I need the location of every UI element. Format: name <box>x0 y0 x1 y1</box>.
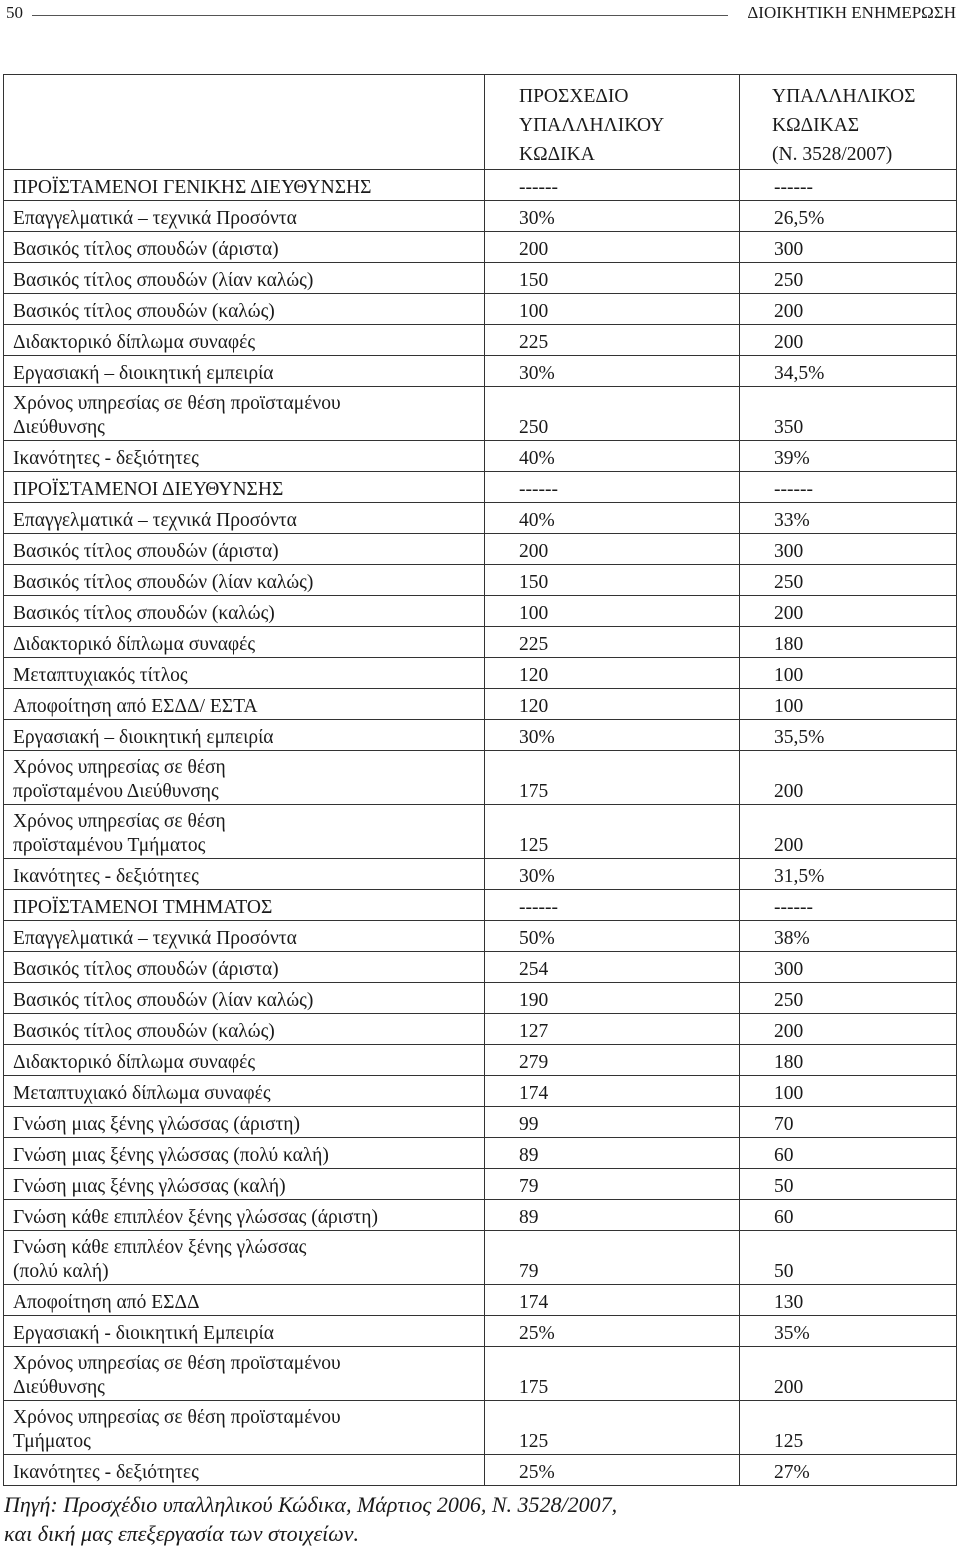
criterion-line: Γνώση μιας ξένης γλώσσας (πολύ καλή) <box>13 1145 329 1166</box>
civil-code-value: 200 <box>740 596 957 627</box>
civil-code-value: 60 <box>740 1138 957 1169</box>
criterion-line: Ικανότητες - δεξιότητες <box>13 866 199 887</box>
table-row <box>4 503 957 534</box>
draft-code-value: 89 <box>485 1138 740 1169</box>
draft-code-value: 175 <box>485 1347 740 1401</box>
draft-code-value: 99 <box>485 1107 740 1138</box>
criterion-cell <box>4 263 485 294</box>
criterion-line: Διδακτορικό δίπλωμα συναφές <box>13 634 256 655</box>
table-row <box>4 1231 957 1285</box>
criterion-line: Εργασιακή - διοικητική Εμπειρία <box>13 1323 274 1344</box>
table-row <box>4 921 957 952</box>
criterion-line: Ικανότητες - δεξιότητες <box>13 448 199 469</box>
draft-code-value: 200 <box>485 232 740 263</box>
civil-code-value: 26,5% <box>740 201 957 232</box>
draft-code-value: ------ <box>485 472 740 503</box>
table-row <box>4 751 957 805</box>
criterion-line: Βασικός τίτλος σπουδών (λίαν καλώς) <box>13 572 314 593</box>
civil-code-value: 180 <box>740 627 957 658</box>
header-line: ΥΠΑΛΛΗΛΙΚΟΣ <box>772 86 916 107</box>
table-row <box>4 1107 957 1138</box>
criterion-cell <box>4 232 485 263</box>
table-row <box>4 325 957 356</box>
draft-code-value: 250 <box>485 387 740 441</box>
criterion-line: Επαγγελματικά – τεχνικά Προσόντα <box>13 928 297 949</box>
criterion-cell <box>4 596 485 627</box>
criterion-cell <box>4 1169 485 1200</box>
table-row <box>4 1045 957 1076</box>
civil-code-value: 180 <box>740 1045 957 1076</box>
draft-code-value: 79 <box>485 1231 740 1285</box>
civil-code-value: 250 <box>740 983 957 1014</box>
page-number: 50 <box>6 3 23 22</box>
civil-code-value: 33% <box>740 503 957 534</box>
draft-code-value: 125 <box>485 1401 740 1455</box>
table-row <box>4 1200 957 1231</box>
civil-code-value: 130 <box>740 1285 957 1316</box>
draft-code-value: 25% <box>485 1455 740 1486</box>
criterion-line: Γνώση κάθε επιπλέον ξένης γλώσσας <box>13 1237 307 1258</box>
criterion-line: Βασικός τίτλος σπουδών (καλώς) <box>13 301 275 322</box>
table-row <box>4 1169 957 1200</box>
draft-code-value: 254 <box>485 952 740 983</box>
criterion-line: Χρόνος υπηρεσίας σε θέση προϊσταμένου <box>13 393 341 414</box>
criterion-cell <box>4 294 485 325</box>
table-row <box>4 534 957 565</box>
criterion-line: Χρόνος υπηρεσίας σε θέση προϊσταμένου <box>13 1353 341 1374</box>
civil-code-value: ------ <box>740 890 957 921</box>
draft-code-value: 30% <box>485 720 740 751</box>
criterion-cell <box>4 503 485 534</box>
source-line: Πηγή: Προσχέδιο υπαλληλικού Κώδικα, Μάρτιος 2006, Ν. 3528/2007, <box>4 1492 618 1517</box>
table-row <box>4 387 957 441</box>
criterion-line: Βασικός τίτλος σπουδών (λίαν καλώς) <box>13 990 314 1011</box>
table-header-row <box>4 75 957 170</box>
criterion-cell <box>4 201 485 232</box>
header-cell-empty <box>4 75 485 170</box>
civil-code-value: 31,5% <box>740 859 957 890</box>
draft-code-value: 100 <box>485 294 740 325</box>
criterion-line: Διεύθυνσης <box>13 417 105 438</box>
civil-code-value: 50 <box>740 1169 957 1200</box>
draft-code-value: 225 <box>485 325 740 356</box>
criterion-cell <box>4 1045 485 1076</box>
criterion-line: Επαγγελματικά – τεχνικά Προσόντα <box>13 510 297 531</box>
draft-code-value: 174 <box>485 1285 740 1316</box>
header-line: ΚΩΔΙΚΑΣ <box>772 115 860 136</box>
criterion-cell <box>4 890 485 921</box>
table-row <box>4 201 957 232</box>
table-row <box>4 983 957 1014</box>
table-row <box>4 890 957 921</box>
criterion-line: Βασικός τίτλος σπουδών (καλώς) <box>13 1021 275 1042</box>
table-row <box>4 1076 957 1107</box>
draft-code-value: ------ <box>485 170 740 201</box>
criterion-line: Μεταπτυχιακός τίτλος <box>13 665 188 686</box>
criterion-cell <box>4 1138 485 1169</box>
draft-code-value: 150 <box>485 565 740 596</box>
criterion-line: Εργασιακή – διοικητική εμπειρία <box>13 727 274 748</box>
draft-code-value: 174 <box>485 1076 740 1107</box>
civil-code-value: 300 <box>740 232 957 263</box>
criterion-line: προϊσταμένου Τμήματος <box>13 835 206 856</box>
criterion-cell <box>4 859 485 890</box>
criterion-line: Χρόνος υπηρεσίας σε θέση <box>13 811 226 832</box>
table-row <box>4 627 957 658</box>
table-row <box>4 805 957 859</box>
criterion-cell <box>4 1107 485 1138</box>
criterion-line: Βασικός τίτλος σπουδών (λίαν καλώς) <box>13 270 314 291</box>
source-line: και δική μας επεξεργασία των στοιχείων. <box>4 1521 360 1546</box>
criterion-line: Ικανότητες - δεξιότητες <box>13 1462 199 1483</box>
criterion-line: Επαγγελματικά – τεχνικά Προσόντα <box>13 208 297 229</box>
draft-code-value: 100 <box>485 596 740 627</box>
criterion-line: ΠΡΟΪΣΤΑΜΕΝΟΙ ΔΙΕΥΘΥΝΣΗΣ <box>13 479 284 500</box>
table-row <box>4 294 957 325</box>
criterion-cell <box>4 627 485 658</box>
table-row <box>4 720 957 751</box>
criterion-cell <box>4 1347 485 1401</box>
criterion-cell <box>4 921 485 952</box>
header-line: (Ν. 3528/2007) <box>772 144 893 165</box>
criterion-cell <box>4 565 485 596</box>
draft-code-value: 30% <box>485 201 740 232</box>
criterion-line: προϊσταμένου Διεύθυνσης <box>13 781 219 802</box>
criterion-line: Εργασιακή – διοικητική εμπειρία <box>13 363 274 384</box>
criterion-cell <box>4 1231 485 1285</box>
table-row <box>4 565 957 596</box>
draft-code-value: 120 <box>485 689 740 720</box>
criterion-cell <box>4 1014 485 1045</box>
header-cell-draft-code <box>485 75 740 170</box>
civil-code-value: 27% <box>740 1455 957 1486</box>
table-row <box>4 356 957 387</box>
criterion-cell <box>4 658 485 689</box>
table-row <box>4 952 957 983</box>
draft-code-value: 175 <box>485 751 740 805</box>
header-rule <box>32 15 728 16</box>
criterion-cell <box>4 472 485 503</box>
criterion-line: Γνώση μιας ξένης γλώσσας (καλή) <box>13 1176 286 1197</box>
criterion-cell <box>4 983 485 1014</box>
civil-code-value: 38% <box>740 921 957 952</box>
table-row <box>4 472 957 503</box>
civil-code-value: 70 <box>740 1107 957 1138</box>
table-body <box>4 75 957 1486</box>
table-row <box>4 658 957 689</box>
criterion-line: Γνώση κάθε επιπλέον ξένης γλώσσας (άριστη) <box>13 1207 378 1228</box>
criterion-cell <box>4 805 485 859</box>
civil-code-value: 350 <box>740 387 957 441</box>
criterion-cell <box>4 1401 485 1455</box>
header-line: ΚΩΔΙΚΑ <box>519 144 595 165</box>
draft-code-value: 25% <box>485 1316 740 1347</box>
criterion-cell <box>4 170 485 201</box>
draft-code-value: 30% <box>485 859 740 890</box>
table-row <box>4 1285 957 1316</box>
criterion-cell <box>4 534 485 565</box>
civil-code-value: 100 <box>740 689 957 720</box>
civil-code-value: 39% <box>740 441 957 472</box>
draft-code-value: 150 <box>485 263 740 294</box>
civil-code-value: 200 <box>740 1014 957 1045</box>
civil-code-value: 50 <box>740 1231 957 1285</box>
criterion-cell <box>4 1200 485 1231</box>
header-line: ΠΡΟΣΧΕΔΙΟ <box>519 86 629 107</box>
criterion-line: Βασικός τίτλος σπουδών (καλώς) <box>13 603 275 624</box>
journal-title: ΔΙΟΙΚΗΤΙΚΗ ΕΝΗΜΕΡΩΣΗ <box>747 3 956 22</box>
civil-code-value: 250 <box>740 565 957 596</box>
table-row <box>4 1401 957 1455</box>
header-line: ΥΠΑΛΛΗΛΙΚΟΥ <box>519 115 665 136</box>
criterion-line: Βασικός τίτλος σπουδών (άριστα) <box>13 541 279 562</box>
draft-code-value: 120 <box>485 658 740 689</box>
civil-code-value: 200 <box>740 294 957 325</box>
criterion-line: Βασικός τίτλος σπουδών (άριστα) <box>13 239 279 260</box>
table-row <box>4 170 957 201</box>
criterion-line: Τμήματος <box>13 1431 91 1452</box>
civil-code-value: 300 <box>740 534 957 565</box>
draft-code-value: 30% <box>485 356 740 387</box>
criterion-cell <box>4 1455 485 1486</box>
civil-code-value: 300 <box>740 952 957 983</box>
civil-code-value: ------ <box>740 472 957 503</box>
criterion-line: Διδακτορικό δίπλωμα συναφές <box>13 332 256 353</box>
criterion-cell <box>4 1285 485 1316</box>
header-cell-civil-code <box>740 75 957 170</box>
civil-code-value: ------ <box>740 170 957 201</box>
table-row <box>4 1316 957 1347</box>
draft-code-value: 50% <box>485 921 740 952</box>
criterion-line: Αποφοίτηση από ΕΣΔΔ <box>13 1292 200 1313</box>
criterion-cell <box>4 1076 485 1107</box>
criterion-cell <box>4 387 485 441</box>
criterion-cell <box>4 441 485 472</box>
criterion-line: ΠΡΟΪΣΤΑΜΕΝΟΙ ΓΕΝΙΚΗΣ ΔΙΕΥΘΥΝΣΗΣ <box>13 177 372 198</box>
criterion-cell <box>4 356 485 387</box>
civil-code-value: 100 <box>740 1076 957 1107</box>
table-row <box>4 1138 957 1169</box>
draft-code-value: 40% <box>485 441 740 472</box>
table-row <box>4 441 957 472</box>
table-row <box>4 1455 957 1486</box>
draft-code-value: 225 <box>485 627 740 658</box>
civil-code-value: 125 <box>740 1401 957 1455</box>
table-row <box>4 859 957 890</box>
criterion-line: Μεταπτυχιακό δίπλωμα συναφές <box>13 1083 271 1104</box>
draft-code-value: 200 <box>485 534 740 565</box>
criterion-cell <box>4 325 485 356</box>
criterion-cell <box>4 751 485 805</box>
criterion-cell <box>4 689 485 720</box>
criterion-line: Βασικός τίτλος σπουδών (άριστα) <box>13 959 279 980</box>
civil-code-value: 100 <box>740 658 957 689</box>
civil-code-value: 200 <box>740 805 957 859</box>
draft-code-value: 125 <box>485 805 740 859</box>
table-row <box>4 689 957 720</box>
draft-code-value: 279 <box>485 1045 740 1076</box>
draft-code-value: ------ <box>485 890 740 921</box>
civil-code-value: 60 <box>740 1200 957 1231</box>
table-row <box>4 263 957 294</box>
draft-code-value: 127 <box>485 1014 740 1045</box>
civil-code-value: 250 <box>740 263 957 294</box>
civil-code-value: 35,5% <box>740 720 957 751</box>
criterion-cell <box>4 1316 485 1347</box>
table-row <box>4 1347 957 1401</box>
source-note <box>4 1490 617 1548</box>
draft-code-value: 190 <box>485 983 740 1014</box>
draft-code-value: 40% <box>485 503 740 534</box>
civil-code-value: 200 <box>740 1347 957 1401</box>
civil-code-value: 200 <box>740 751 957 805</box>
criterion-line: Γνώση μιας ξένης γλώσσας (άριστη) <box>13 1114 300 1135</box>
table-row <box>4 596 957 627</box>
criterion-line: Χρόνος υπηρεσίας σε θέση <box>13 757 226 778</box>
running-header <box>0 0 960 34</box>
draft-code-value: 79 <box>485 1169 740 1200</box>
criterion-cell <box>4 720 485 751</box>
criterion-line: Διεύθυνσης <box>13 1377 105 1398</box>
criterion-cell <box>4 952 485 983</box>
criterion-line: (πολύ καλή) <box>13 1261 109 1282</box>
draft-code-value: 89 <box>485 1200 740 1231</box>
criterion-line: Χρόνος υπηρεσίας σε θέση προϊσταμένου <box>13 1407 341 1428</box>
table-row <box>4 232 957 263</box>
table-row <box>4 1014 957 1045</box>
criterion-line: Διδακτορικό δίπλωμα συναφές <box>13 1052 256 1073</box>
criterion-line: Αποφοίτηση από ΕΣΔΔ/ ΕΣΤΑ <box>13 696 258 717</box>
civil-code-value: 34,5% <box>740 356 957 387</box>
civil-code-value: 35% <box>740 1316 957 1347</box>
criterion-line: ΠΡΟΪΣΤΑΜΕΝΟΙ ΤΜΗΜΑΤΟΣ <box>13 897 273 918</box>
civil-code-value: 200 <box>740 325 957 356</box>
comparison-table <box>3 74 957 1486</box>
